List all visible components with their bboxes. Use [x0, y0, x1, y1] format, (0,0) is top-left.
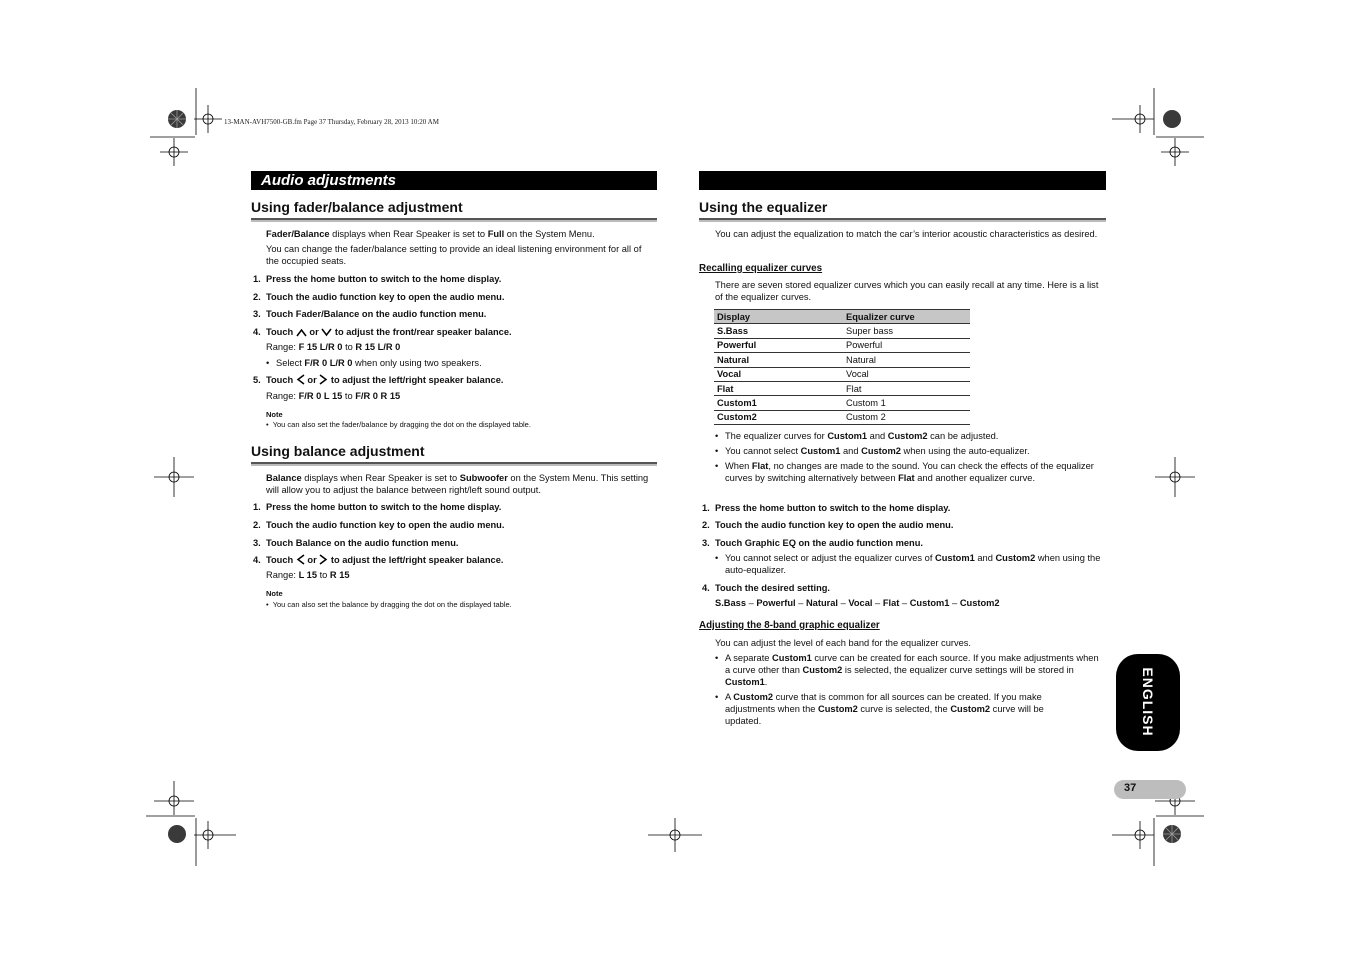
table-cell: Powerful — [714, 338, 843, 352]
table-cell: Flat — [843, 381, 970, 395]
band-bullet-2: • A Custom2 curve that is common for all sources can be created. If you make adjustments when the Custom2 curve is selected, the Custom2 curve will be updated. — [715, 692, 1044, 726]
down-arrow-icon — [321, 328, 332, 337]
table-cell: Natural — [714, 353, 843, 367]
fader-range-5: Range: F/R 0 L 15 to F/R 0 R 15 — [266, 391, 401, 401]
fader-heading: Using fader/balance adjustment — [251, 199, 463, 215]
eq-step-1: 1. Press the home button to switch to the home display. — [702, 503, 951, 513]
fader-bullet-4: • Select F/R 0 L/R 0 when only using two speakers. — [266, 358, 482, 368]
table-row — [714, 338, 970, 352]
table-header-display: Display — [714, 310, 843, 324]
balance-range: Range: L 15 to R 15 — [266, 570, 350, 580]
recall-intro: There are seven stored equalizer curves which you can easily recall at any time. Here is a list of the equalizer curves. — [715, 280, 1099, 302]
eq-step-2: 2. Touch the audio function key to open the audio menu. — [702, 520, 954, 530]
table-cell: Natural — [843, 353, 970, 367]
band-bullet-1: • A separate Custom1 curve can be created for each source. If you make adjustments when a curve other than Custom2 is selected, the equalizer curve settings will be stored in Custom1. — [715, 653, 1099, 687]
balance-intro: Balance displays when Rear Speaker is set to Subwoofer on the System Menu. This setting will allow you to adjust the balance between right/left sound output. — [266, 473, 649, 495]
heading-rule — [699, 218, 1106, 222]
table-row — [714, 367, 970, 381]
section-title-bar — [251, 171, 657, 190]
file-meta-line: 13-MAN-AVH7500-GB.fm Page 37 Thursday, February 28, 2013 10:20 AM — [224, 118, 439, 126]
table-row — [714, 396, 970, 410]
right-arrow-icon — [319, 374, 328, 385]
table-cell: Flat — [714, 381, 843, 395]
section-title: Audio adjustments — [261, 172, 397, 189]
table-cell: Custom 1 — [843, 396, 970, 410]
fader-note-label: Note — [266, 410, 283, 419]
language-tab-label: ENGLISH — [1140, 667, 1156, 737]
eq-sequence: S.Bass – Powerful – Natural – Vocal – Flat – Custom1 – Custom2 — [715, 598, 1000, 608]
up-arrow-icon — [296, 328, 307, 337]
right-arrow-icon — [319, 554, 328, 565]
band-heading: Adjusting the 8-band graphic equalizer — [699, 620, 880, 631]
table-cell: Vocal — [843, 367, 970, 381]
table-row — [714, 410, 970, 424]
fader-step-2: 2. Touch the audio function key to open the audio menu. — [253, 292, 505, 302]
table-row — [714, 324, 970, 338]
left-arrow-icon — [296, 554, 305, 565]
table-header-curve: Equalizer curve — [843, 310, 970, 324]
eq-bullet-3: • When Flat, no changes are made to the sound. You can check the effects of the equalizer curves by switching alternatively between Flat and another equalizer curve. — [715, 461, 1094, 483]
balance-step-1: 1. Press the home button to switch to the home display. — [253, 502, 502, 512]
page-number: 37 — [1124, 782, 1137, 794]
eq-bullet-1: • The equalizer curves for Custom1 and Custom2 can be adjusted. — [715, 431, 999, 441]
eq-step-3: 3. Touch Graphic EQ on the audio function menu. — [702, 538, 923, 548]
table-cell: Super bass — [843, 324, 970, 338]
band-intro: You can adjust the level of each band for the equalizer curves. — [715, 638, 972, 648]
fader-step-5: 5. Touch or to adjust the left/right speaker balance. — [253, 375, 504, 385]
table-row — [714, 381, 970, 395]
fader-intro-2: You can change the fader/balance setting to provide an ideal listening environment for all of the occupied seats. — [266, 244, 642, 266]
heading-rule — [251, 218, 657, 222]
table-cell: Custom 2 — [843, 410, 970, 424]
balance-heading: Using balance adjustment — [251, 443, 425, 459]
table-row — [714, 353, 970, 367]
table-header-row — [714, 310, 970, 324]
fader-step-4: 4. Touch or to adjust the front/rear speaker balance. — [253, 327, 512, 337]
right-title-bar — [699, 171, 1106, 190]
equalizer-table — [714, 309, 970, 425]
eq-bullet-2: • You cannot select Custom1 and Custom2 when using the auto-equalizer. — [715, 446, 1030, 456]
balance-step-4: 4. Touch or to adjust the left/right speaker balance. — [253, 555, 504, 565]
balance-step-2: 2. Touch the audio function key to open the audio menu. — [253, 520, 505, 530]
equalizer-heading: Using the equalizer — [699, 199, 828, 215]
heading-rule — [251, 462, 657, 466]
balance-note: • You can also set the balance by dragging the dot on the displayed table. — [266, 600, 512, 609]
fader-step-3: 3. Touch Fader/Balance on the audio function menu. — [253, 309, 487, 319]
eq-step-4: 4. Touch the desired setting. — [702, 583, 831, 593]
table-cell: Custom2 — [714, 410, 843, 424]
table-cell: Custom1 — [714, 396, 843, 410]
table-cell: Powerful — [843, 338, 970, 352]
balance-step-3: 3. Touch Balance on the audio function menu. — [253, 538, 459, 548]
eq-step-3-bullet: • You cannot select or adjust the equalizer curves of Custom1 and Custom2 when using the auto-equalizer. — [715, 553, 1101, 575]
left-arrow-icon — [296, 374, 305, 385]
recall-heading: Recalling equalizer curves — [699, 263, 823, 274]
equalizer-intro: You can adjust the equalization to match the car’s interior acoustic characteristics as desired. — [715, 229, 1098, 239]
balance-note-label: Note — [266, 589, 283, 598]
fader-intro-1: Fader/Balance displays when Rear Speaker is set to Full on the System Menu. — [266, 229, 595, 239]
fader-step-1: 1. Press the home button to switch to the home display. — [253, 274, 502, 284]
fader-note: • You can also set the fader/balance by dragging the dot on the displayed table. — [266, 420, 531, 429]
language-tab — [1116, 654, 1180, 751]
fader-range-4: Range: F 15 L/R 0 to R 15 L/R 0 — [266, 342, 401, 352]
table-cell: S.Bass — [714, 324, 843, 338]
table-cell: Vocal — [714, 367, 843, 381]
page-number-badge — [1114, 780, 1186, 799]
